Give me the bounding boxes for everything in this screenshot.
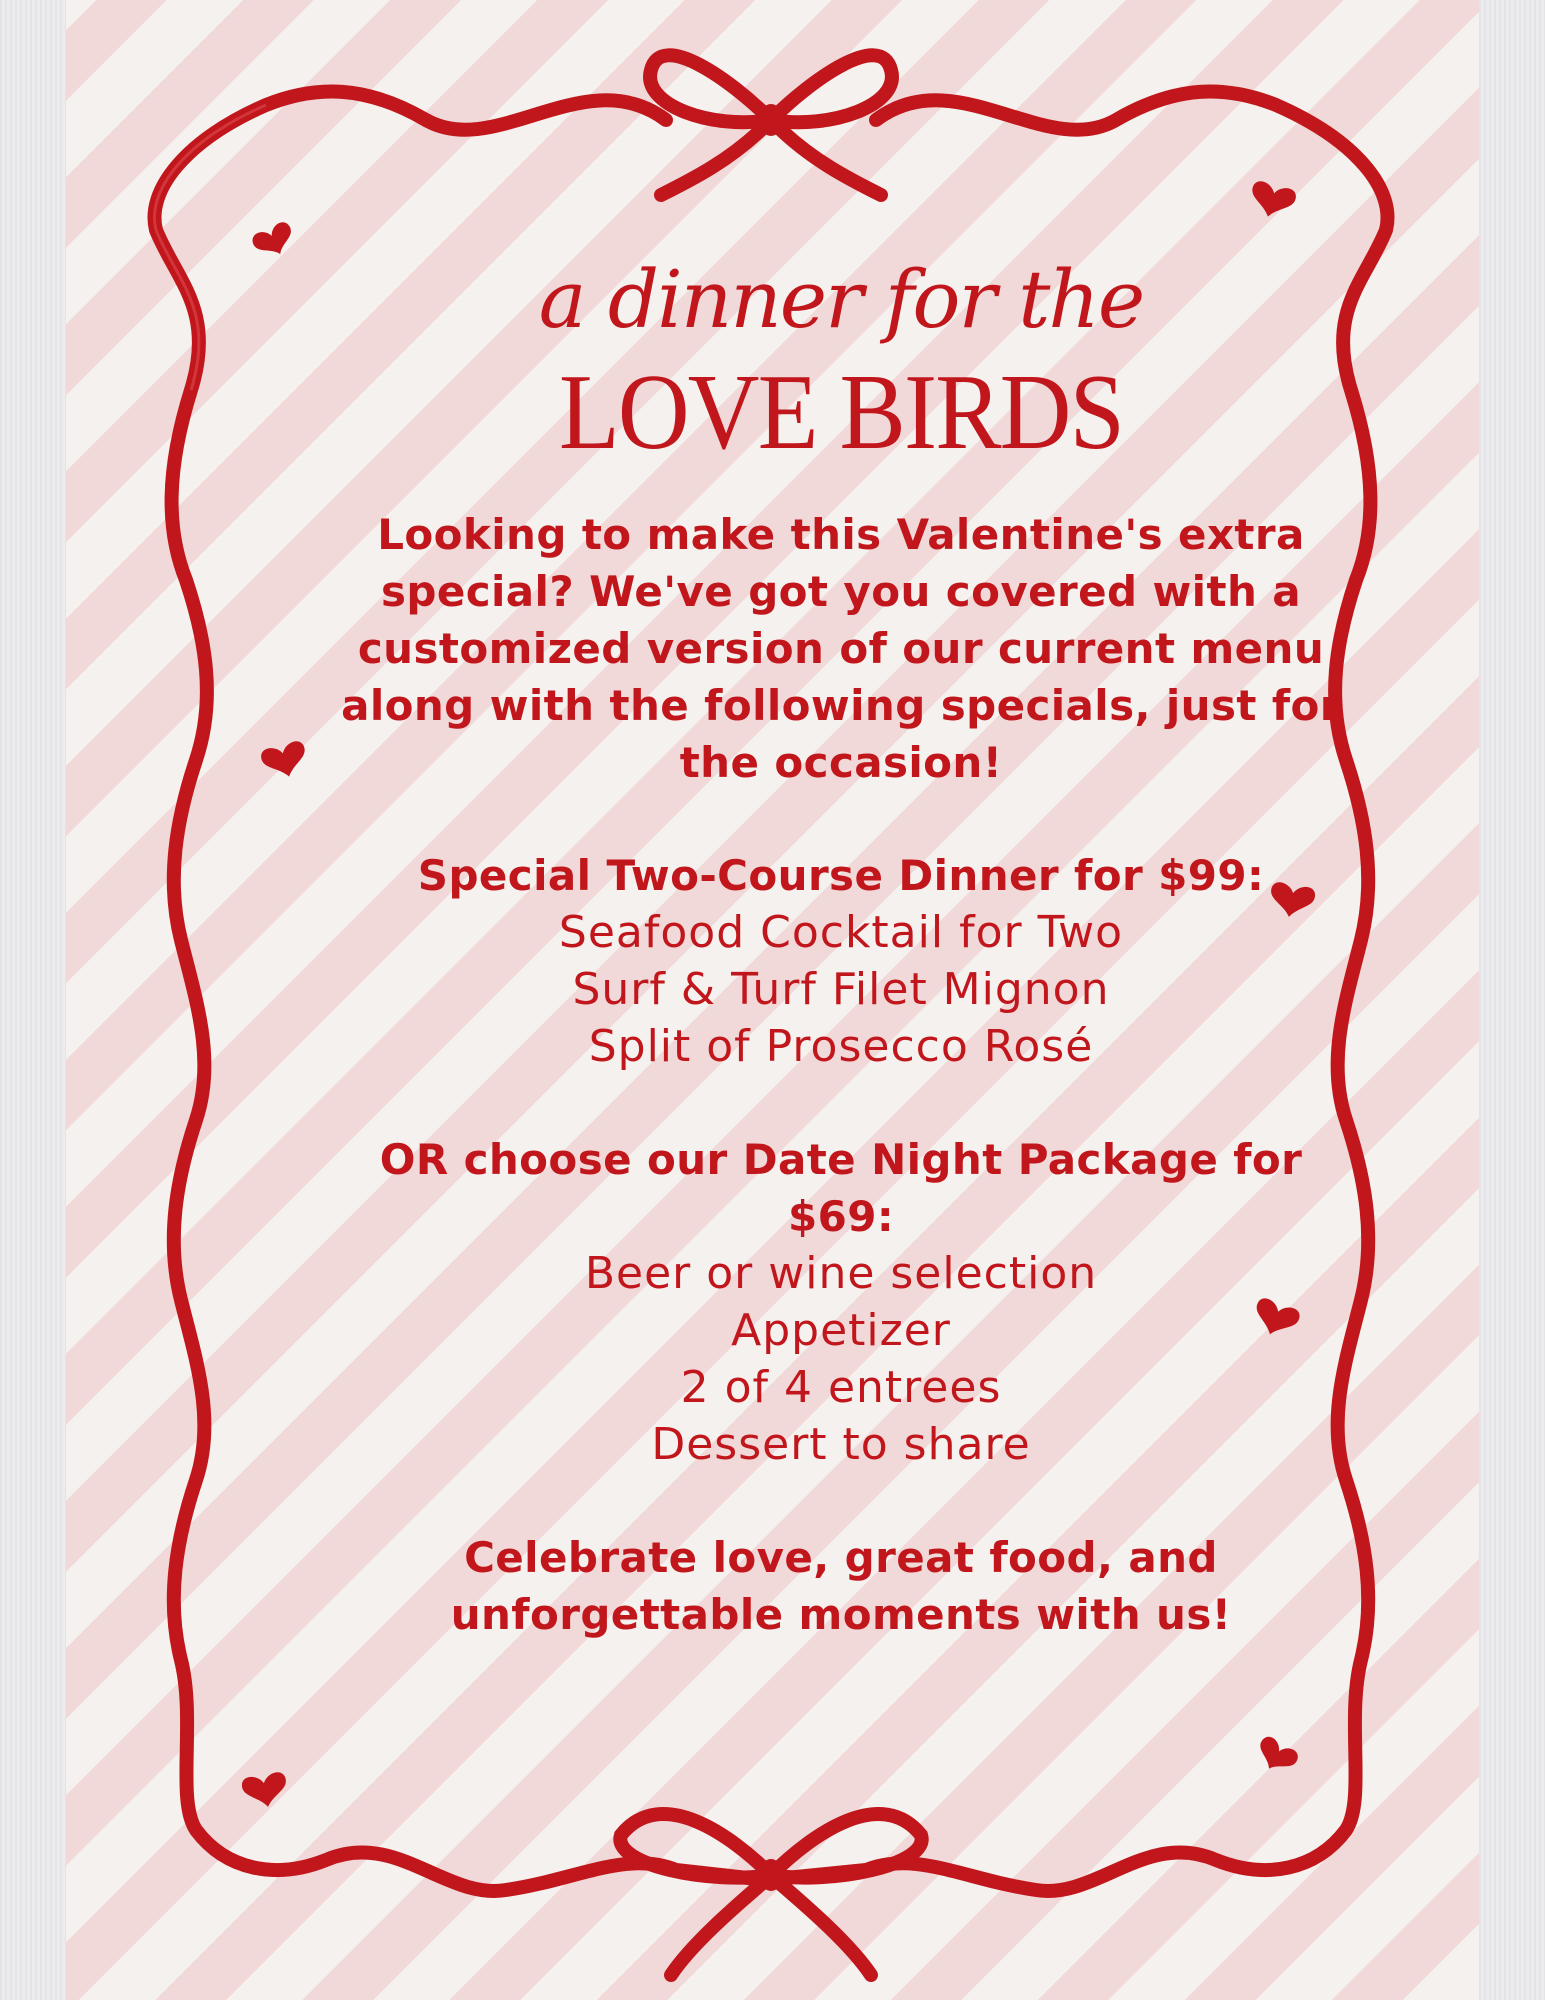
menu-item: Dessert to share [651, 1419, 1031, 1470]
menu-item: Split of Prosecco Rosé [588, 1021, 1094, 1072]
heart-icon [241, 1771, 290, 1811]
bow-icon [620, 1814, 921, 1975]
date-night-package [266, 1131, 1416, 1473]
poster-content [266, 230, 1416, 1643]
bow-icon [650, 55, 892, 195]
intro-text: Looking to make this Valentine's extra special? We've got you covered with a customized version of our current menu along with the following specials, just for the occasion! [341, 510, 1341, 787]
heart-icon [1252, 1734, 1301, 1779]
menu-item: 2 of 4 entrees [680, 1362, 1002, 1413]
title-script: a dinner for the [538, 253, 1144, 346]
menu-item: Seafood Cocktail for Two [558, 907, 1124, 958]
menu-item: Appetizer [731, 1305, 951, 1356]
page-title: LOVE BIRDS [559, 353, 1123, 472]
special-heading: OR choose our Date Night Package for $69: [379, 1135, 1303, 1241]
menu-item: Surf & Turf Filet Mignon [572, 964, 1110, 1015]
paper-edge-left [0, 0, 66, 2000]
special-two-course [266, 847, 1416, 1075]
special-items [266, 1245, 1416, 1473]
special-items [266, 904, 1416, 1075]
heart-icon [1246, 179, 1297, 222]
paper-edge-right [1479, 0, 1545, 2000]
menu-item: Beer or wine selection [584, 1248, 1098, 1299]
valentine-poster [66, 0, 1479, 2000]
closing-text: Celebrate love, great food, and unforgettable moments with us! [450, 1533, 1232, 1639]
special-heading: Special Two-Course Dinner for $99: [417, 851, 1265, 900]
